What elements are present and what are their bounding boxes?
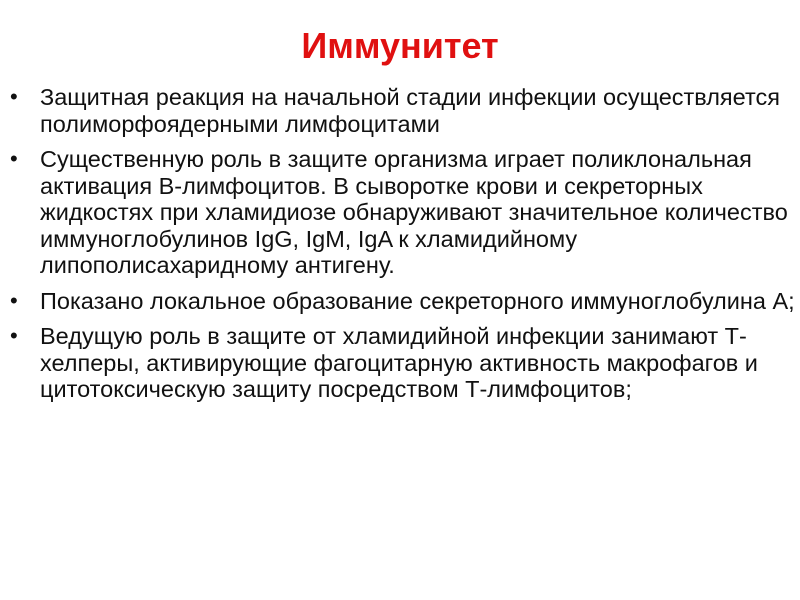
bullet-dot-icon: • <box>10 84 18 109</box>
bullet-item <box>10 323 795 403</box>
bullet-dot-icon: • <box>10 323 18 348</box>
bullet-list <box>10 84 795 412</box>
bullet-text: Существенную роль в защите организма играет поликлональная активация В-лимфоцитов. В сыворотке крови и секреторных жидкостях при хламидиозе обнаруживают значительное количество иммуноглобулинов IgG, IgM, IgA к хламидийному липополисахаридному антигену. <box>40 146 788 278</box>
slide-title: Иммунитет <box>301 25 499 66</box>
bullet-dot-icon: • <box>10 146 18 171</box>
bullet-item <box>10 146 795 279</box>
bullet-text: Показано локальное образование секреторного иммуноглобулина А; <box>40 287 795 314</box>
bullet-item <box>10 288 795 315</box>
bullet-item <box>10 84 795 137</box>
bullet-text: Ведущую роль в защите от хламидийной инфекции занимают Т-хелперы, активирующие фагоцитарную активность макрофагов и цитотоксическую защиту посредством Т-лимфоцитов; <box>40 323 758 402</box>
bullet-text: Защитная реакция на начальной стадии инфекции осуществляется полиморфоядерными лимфоцитами <box>40 84 780 137</box>
bullet-dot-icon: • <box>10 287 18 313</box>
